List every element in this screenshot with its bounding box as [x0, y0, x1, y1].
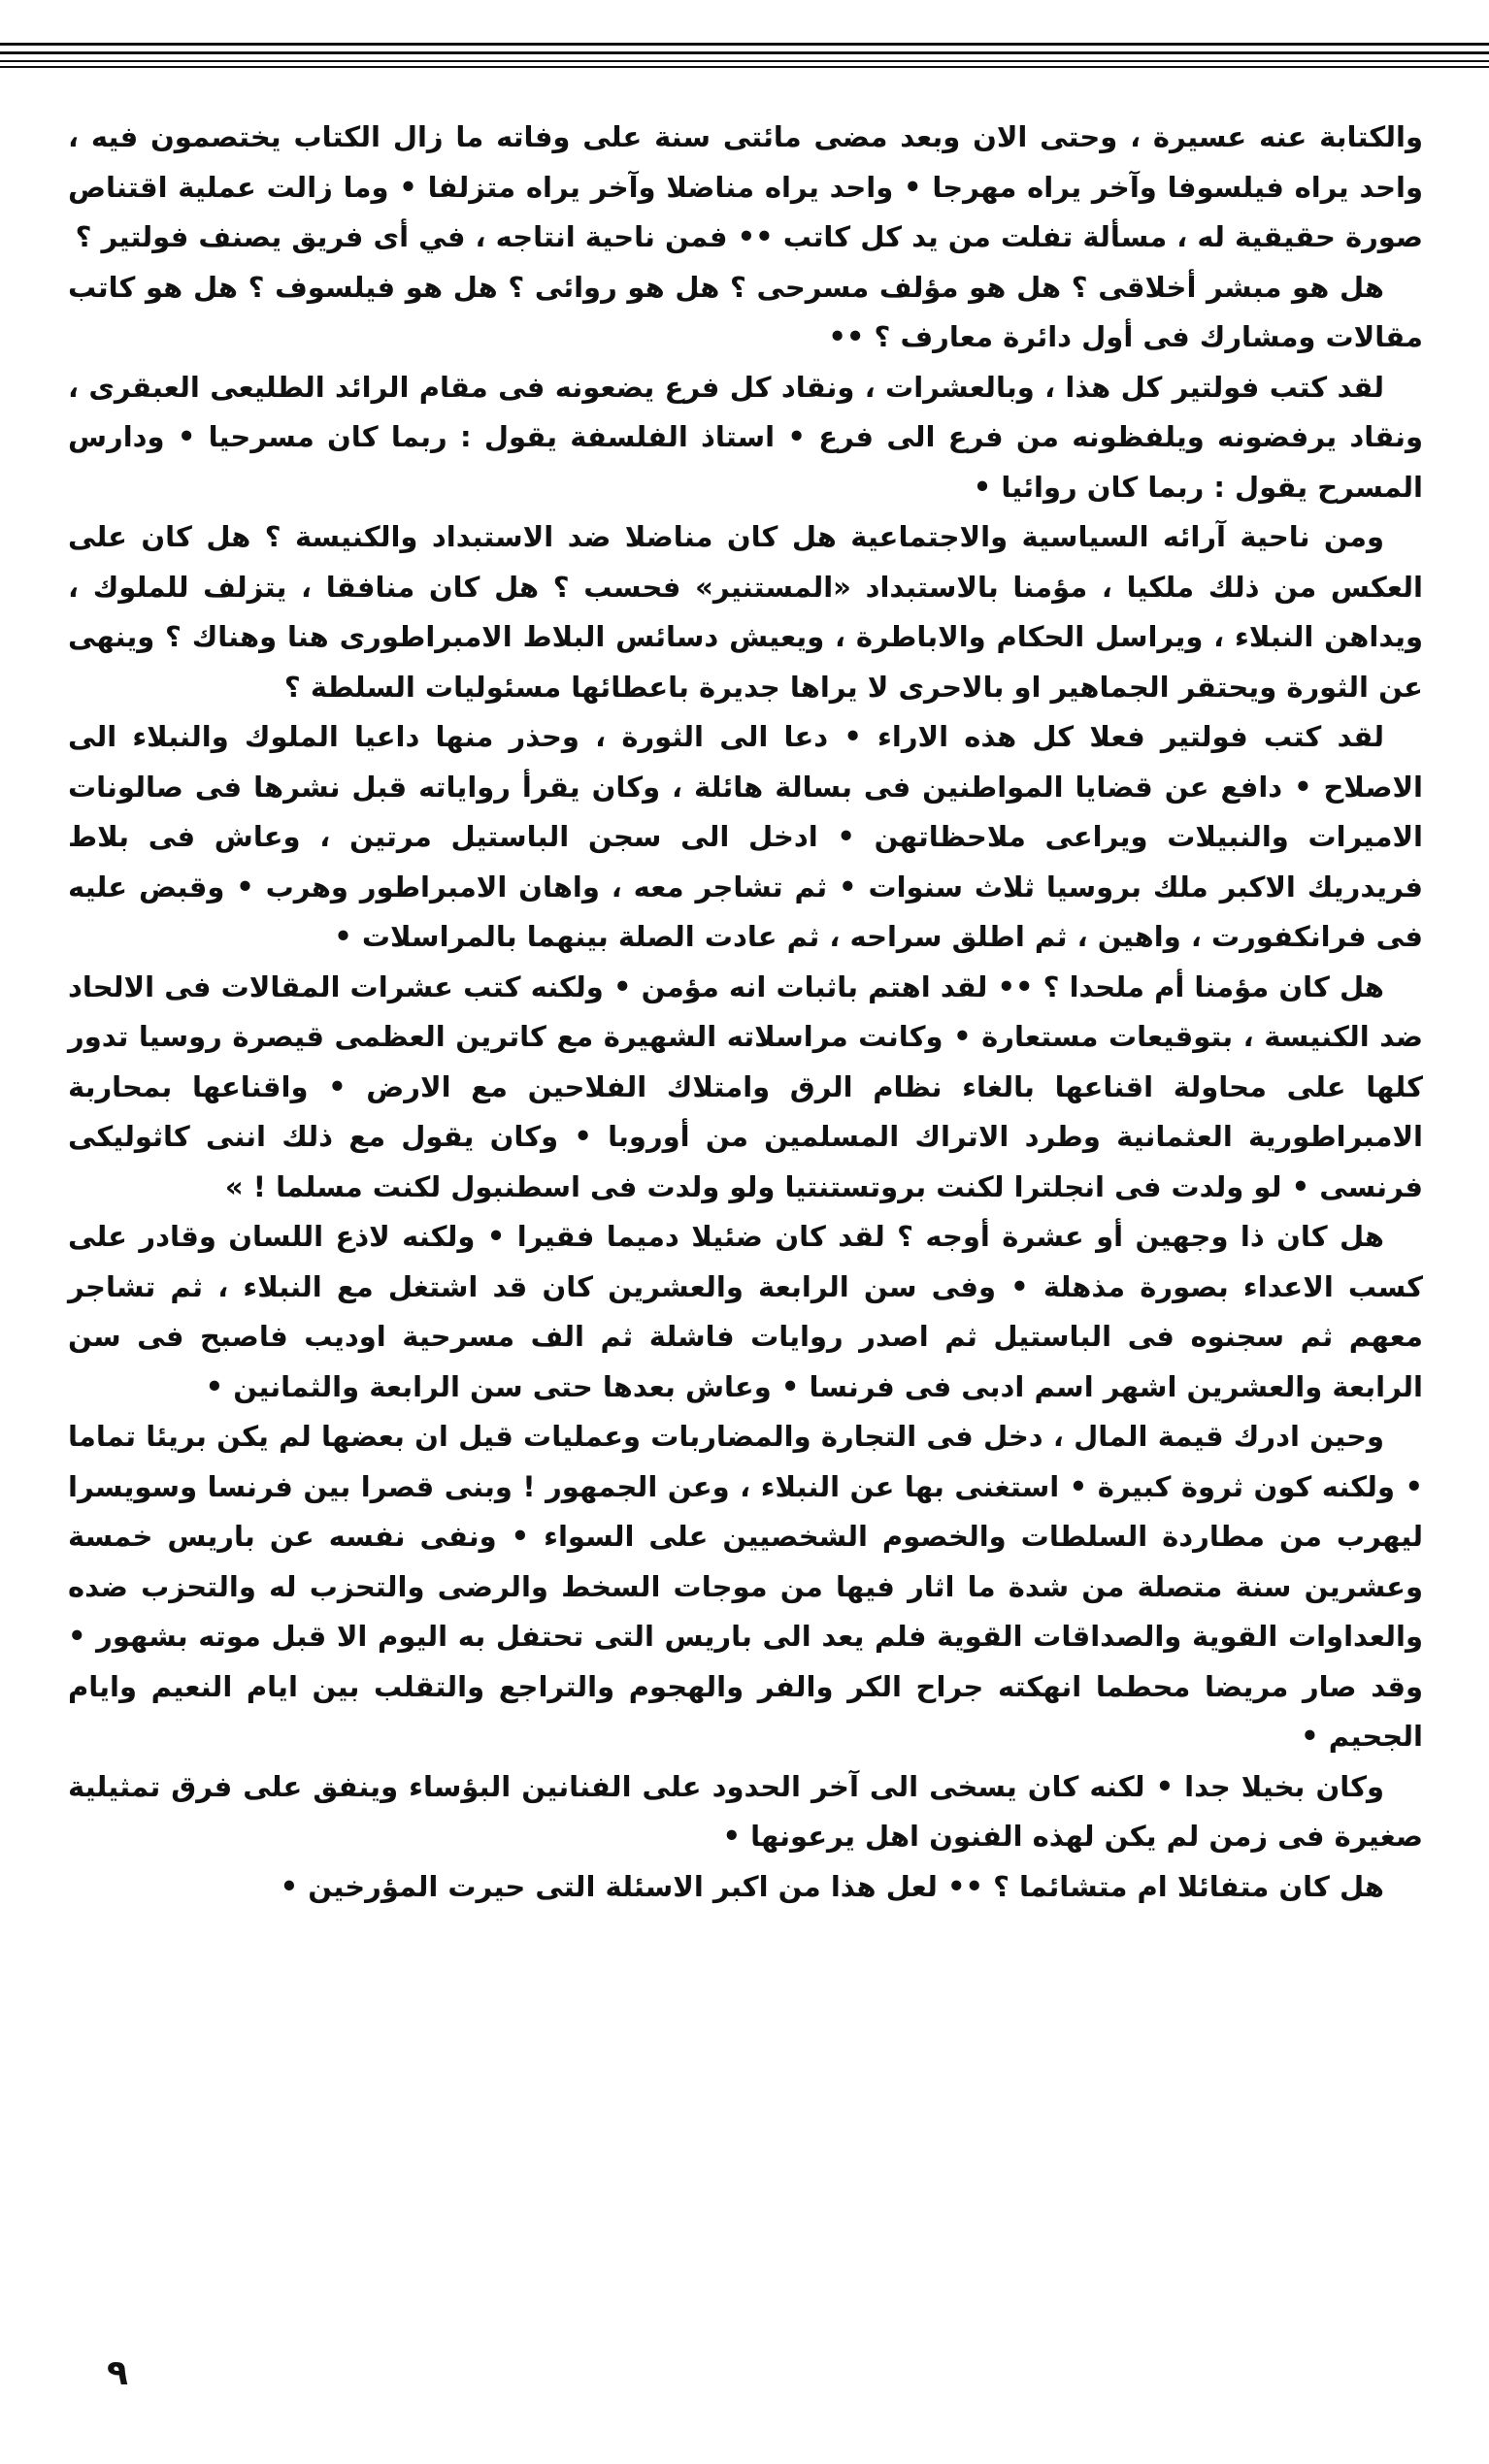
paragraph: هل هو مبشر أخلاقى ؟ هل هو مؤلف مسرحى ؟ هل هو روائى ؟ هل هو فيلسوف ؟ هل هو كاتب مقالات ومشارك فى أول دائرة معارف ؟ •• [68, 270, 1423, 353]
paragraph: لقد كتب فولتير فعلا كل هذه الاراء • دعا الى الثورة ، وحذر منها داعيا الملوك والنبلاء الى الاصلاح • دافع عن قضايا المواطنين فى بسالة هائلة ، وكان يقرأ رواياته قبل نشرها فى صالونات الاميرات والنبيلات ويراعى ملاحظاتهن • ادخل الى سجن الباستيل مرتين ، وعاش فى بلاط فريدريك الاكبر ملك بروسيا ثلاث سنوات • ثم تشاجر معه ، واهان الامبراطور وهرب • وقبض عليه فى فرانكفورت ، واهين ، ثم اطلق سراحه ، ثم عادت الصلة بينهما بالمراسلات • [68, 720, 1423, 953]
paragraph: وكان بخيلا جدا • لكنه كان يسخى الى آخر الحدود على الفنانين البؤساء وينفق على فرق تمثيلية صغيرة فى زمن لم يكن لهذه الفنون اهل يرعونها • [68, 1769, 1423, 1853]
paragraph: والكتابة عنه عسيرة ، وحتى الان وبعد مضى مائتى سنة على وفاته ما زال الكتاب يختصمون فيه ، واحد يراه فيلسوفا وآخر يراه مهرجا • واحد يراه مناضلا وآخر يراه متزلفا • وما زالت عملية اقتناص صورة حقيقية له ، مسألة تفلت من يد كل كاتب •• فمن ناحية انتاجه ، في أى فريق يصنف فولتير ؟ [68, 120, 1423, 253]
header-rule [0, 60, 1489, 62]
paragraph: وحين ادرك قيمة المال ، دخل فى التجارة والمضاربات وعمليات قيل ان بعضها لم يكن بريئا تماما • ولكنه كون ثروة كبيرة • استغنى بها عن النبلاء ، وعن الجمهور ! وبنى قصرا بين فرنسا وسويسرا ليهرب من مطاردة السلطات والخصوم الشخصيين على السواء • ونفى نفسه عن باريس خمسة وعشرين سنة متصلة من شدة ما اثار فيها من موجات السخط والرضى والتحزب له والتحزب ضده والعداوات القوية والصداقات القوية فلم يعد الى باريس التى تحتفل به اليوم الا قبل موته بشهور • وقد صار مريضا محطما انهكته جراح الكر والفر والهجوم والتراجع والتقلب بين ايام النعيم وايام الجحيم • [68, 1420, 1423, 1753]
header-rule [0, 43, 1489, 46]
page-number: ٩ [107, 2353, 128, 2393]
paragraph: ومن ناحية آرائه السياسية والاجتماعية هل كان مناضلا ضد الاستبداد والكنيسة ؟ هل كان على العكس من ذلك ملكيا ، مؤمنا بالاستبداد «المستنير» فحسب ؟ هل كان منافقا ، يتزلف للملوك ، ويداهن النبلاء ، ويراسل الحكام والاباطرة ، ويعيش دسائس البلاط الامبراطورى هنا وهناك ؟ وينهى عن الثورة ويحتقر الجماهير او بالاحرى لا يراها جديرة باعطائها مسئوليات السلطة ؟ [68, 520, 1423, 704]
paragraph: هل كان ذا وجهين أو عشرة أوجه ؟ لقد كان ضئيلا دميما فقيرا • ولكنه لاذع اللسان وقادر على كسب الاعداء بصورة مذهلة • وفى سن الرابعة والعشرين كان قد اشتغل مع النبلاء ، ثم تشاجر معهم ثم سجنوه فى الباستيل ثم اصدر روايات فاشلة ثم الف مسرحية اوديب فاصبح فى سن الرابعة والعشرين اشهر اسم ادبى فى فرنسا • وعاش بعدها حتى سن الرابعة والثمانين • [68, 1220, 1423, 1403]
header-rule-lines [0, 43, 1489, 72]
header-rule [0, 51, 1489, 54]
paragraph: هل كان متفائلا ام متشائما ؟ •• لعل هذا من اكبر الاسئلة التى حيرت المؤرخين • [280, 1869, 1384, 1903]
paragraph: لقد كتب فولتير كل هذا ، وبالعشرات ، ونقاد كل فرع يضعونه فى مقام الرائد الطليعى العبقرى ، ونقاد يرفضونه ويلفظونه من فرع الى فرع • استاذ الفلسفة يقول : ربما كان مسرحيا • ودارس المسرح يقول : ربما كان روائيا • [68, 370, 1423, 504]
paragraph: هل كان مؤمنا أم ملحدا ؟ •• لقد اهتم باثبات انه مؤمن • ولكنه كتب عشرات المقالات فى الالحاد ضد الكنيسة ، بتوقيعات مستعارة • وكانت مراسلاته الشهيرة مع كاترين العظمى قيصرة روسيا تدور كلها على محاولة اقناعها بالغاء نظام الرق وامتلاك الفلاحين مع الارض • واقناعها بمحاربة الامبراطورية العثمانية وطرد الاتراك المسلمين من أوروبا • وكان يقول مع ذلك اننى كاثوليكى فرنسى • لو ولدت فى انجلترا لكنت بروتستنتيا ولو ولدت فى اسطنبول لكنت مسلما ! » [68, 969, 1423, 1203]
body-text [68, 113, 1423, 1912]
header-rule [0, 66, 1489, 68]
